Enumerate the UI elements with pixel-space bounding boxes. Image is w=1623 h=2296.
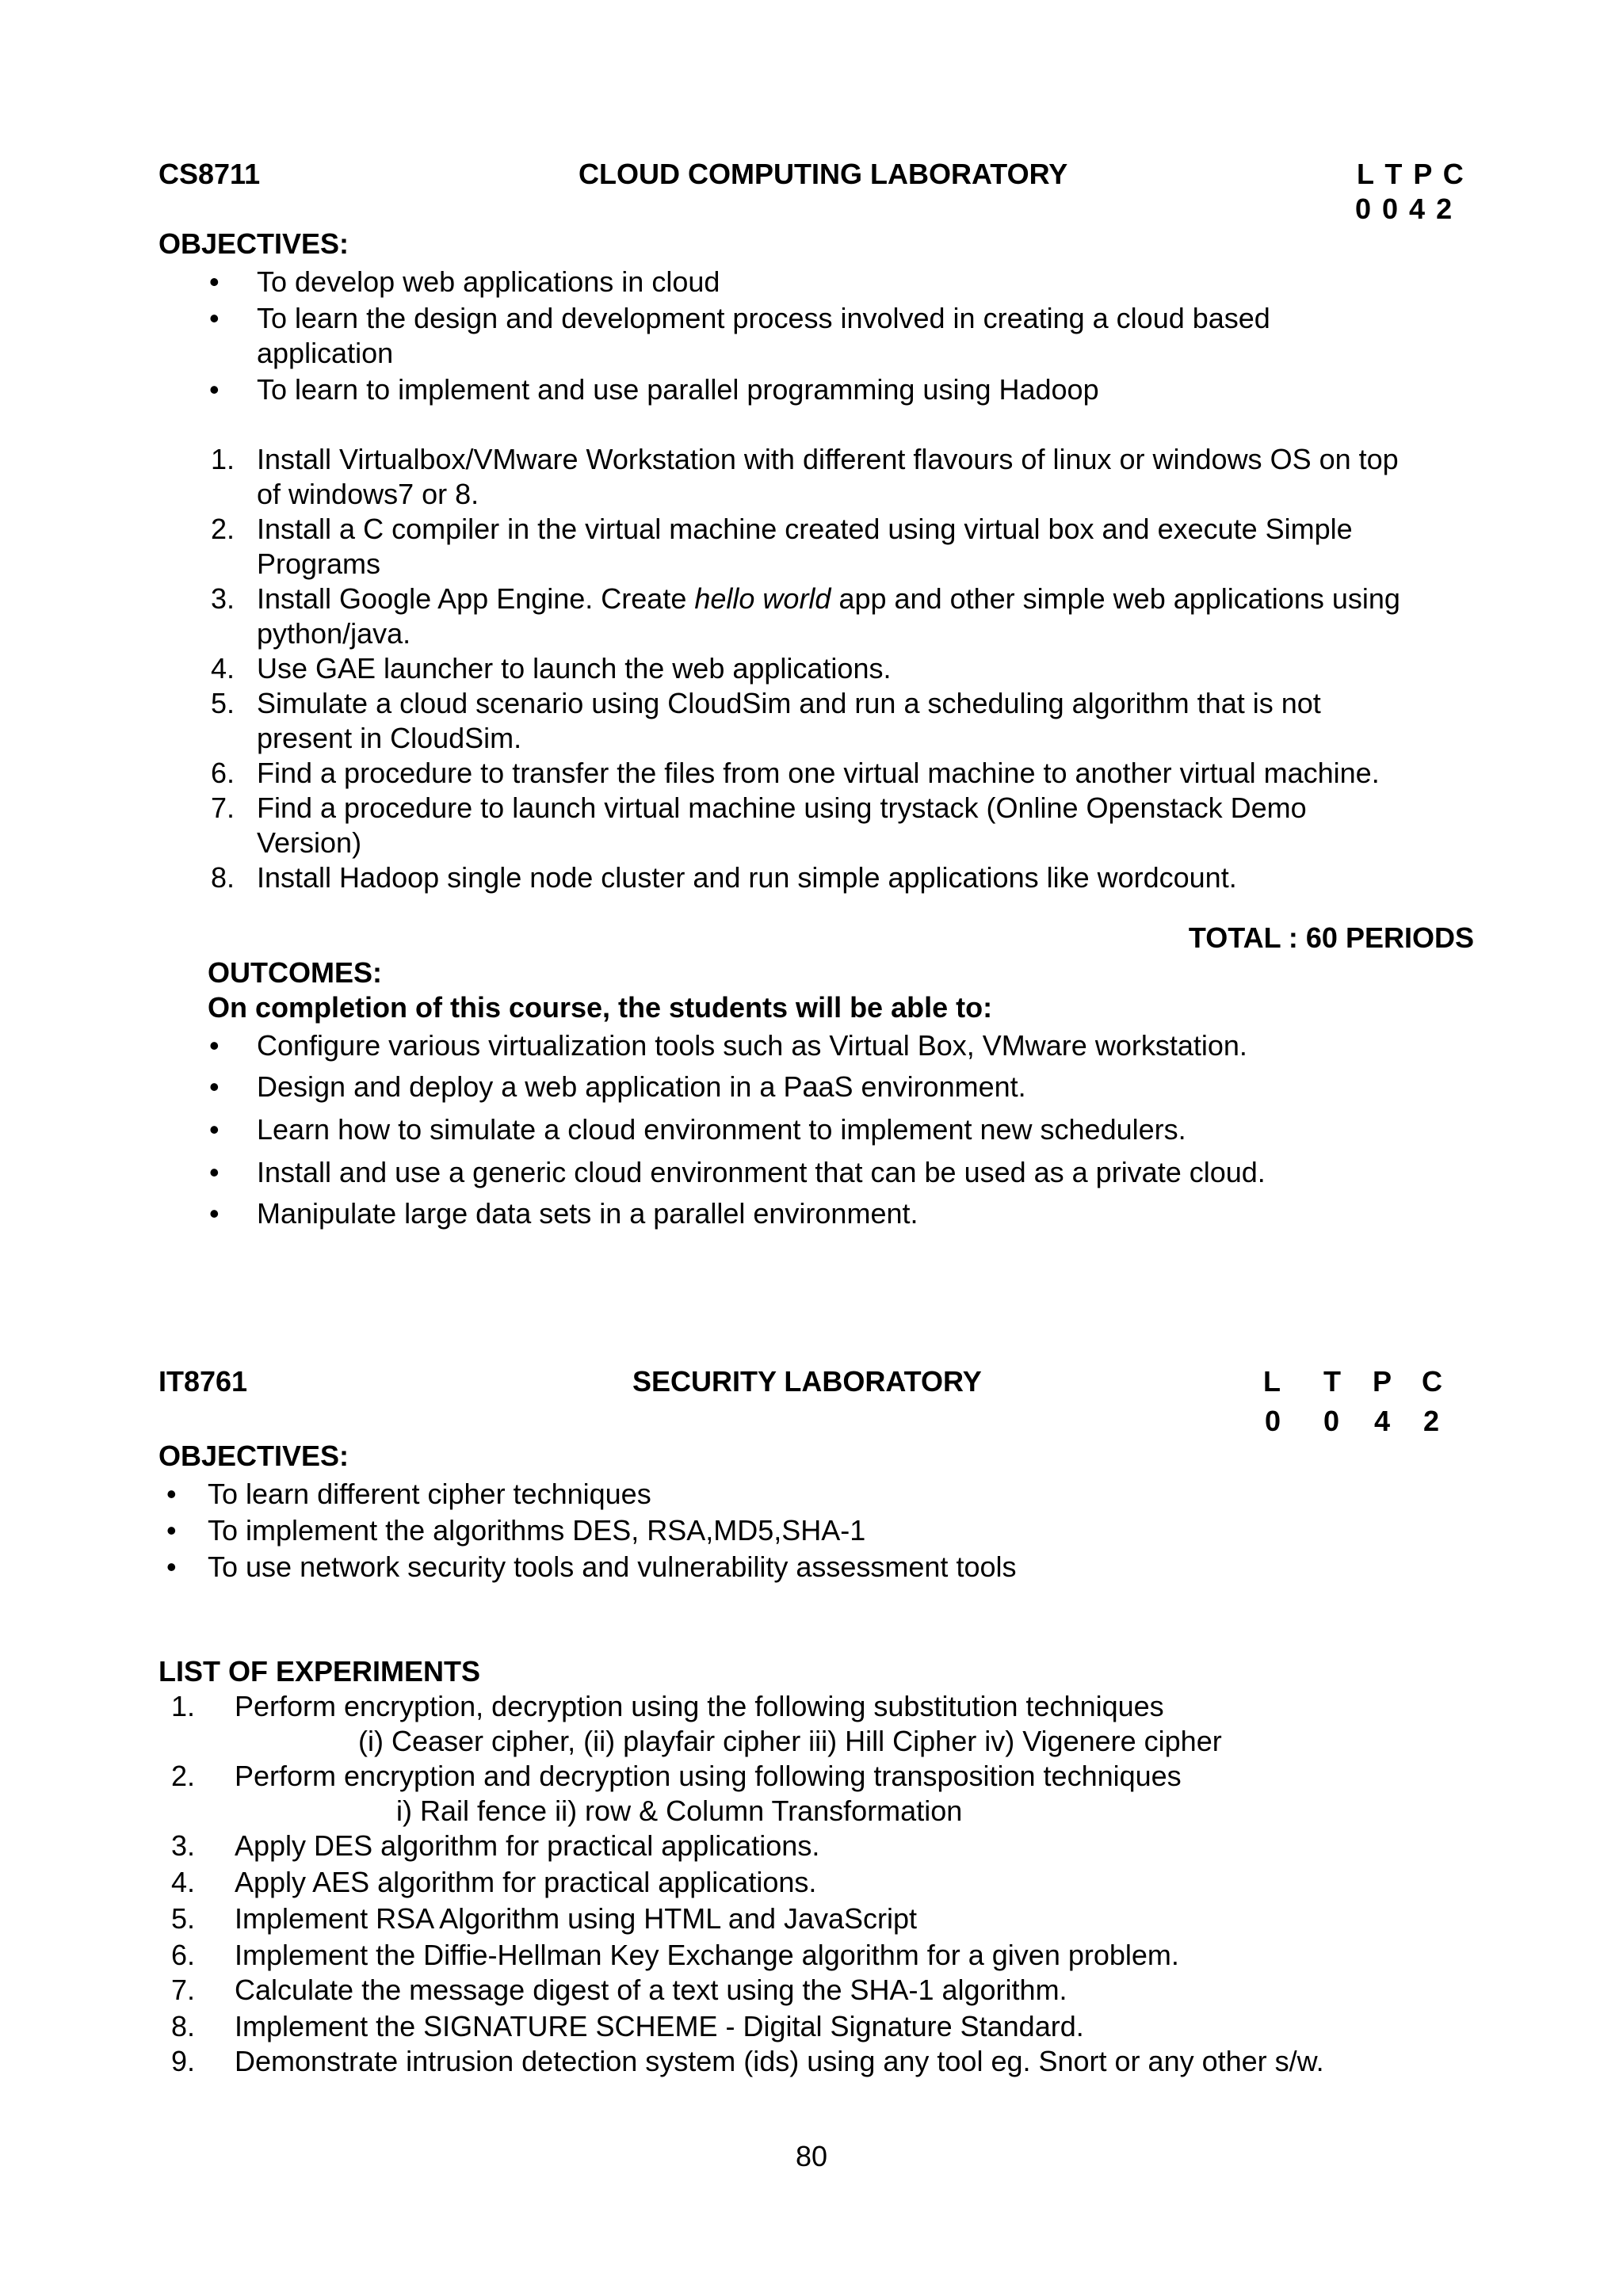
list-item: present in CloudSim. (257, 722, 522, 754)
item-number: 2. (170, 1760, 195, 1792)
list-item: Apply AES algorithm for practical applications. (235, 1866, 817, 1898)
ltpc-value-cell: 0 (1323, 1405, 1340, 1437)
ltpc-header-cell: C (1422, 1365, 1442, 1398)
list-item: (i) Ceaser cipher, (ii) playfair cipher iii) Hill Cipher iv) Vigenere cipher (358, 1725, 1222, 1757)
list-item: Install and use a generic cloud environment that can be used as a private cloud. (257, 1156, 1266, 1188)
list-item: Configure various virtualization tools such as Virtual Box, VMware workstation. (257, 1029, 1247, 1062)
item-number: 1. (170, 1690, 195, 1722)
list-item: To develop web applications in cloud (257, 265, 720, 298)
list-item: Perform encryption and decryption using following transposition techniques (235, 1760, 1182, 1792)
list-item: Find a procedure to launch virtual machine using trystack (Online Openstack Demo (257, 791, 1307, 824)
list-item: Use GAE launcher to launch the web applications. (257, 652, 892, 685)
list-item: Install Virtualbox/VMware Workstation with different flavours of linux or windows OS on top (257, 443, 1399, 475)
bullet-icon: • (209, 1029, 220, 1062)
list-item: To implement the algorithms DES, RSA,MD5,SHA-1 (208, 1514, 866, 1547)
list-item: Learn how to simulate a cloud environment to implement new schedulers. (257, 1113, 1186, 1146)
item-number: 5. (210, 687, 235, 719)
item-number: 7. (210, 791, 235, 824)
course-code: IT8761 (158, 1365, 248, 1398)
item-number: 8. (210, 861, 235, 894)
ltpc-value-cell: 2 (1423, 1405, 1440, 1437)
list-item (257, 582, 1400, 616)
bullet-icon: • (209, 373, 220, 406)
bullet-icon: • (166, 1478, 177, 1510)
item-number: 8. (170, 2010, 195, 2042)
bullet-icon: • (166, 1550, 177, 1583)
list-item: Install Hadoop single node cluster and run simple applications like wordcount. (257, 861, 1237, 894)
list-item: i) Rail fence ii) row & Column Transformation (396, 1794, 963, 1827)
outcomes-heading: OUTCOMES: (208, 956, 382, 989)
course-title: SECURITY LABORATORY (632, 1365, 982, 1398)
item-number: 1. (210, 443, 235, 475)
item-number: 5. (170, 1902, 195, 1935)
list-item: Apply DES algorithm for practical applications. (235, 1829, 820, 1862)
bullet-icon: • (166, 1514, 177, 1547)
list-item: Design and deploy a web application in a PaaS environment. (257, 1070, 1026, 1103)
list-item: Implement the SIGNATURE SCHEME - Digital Signature Standard. (235, 2010, 1084, 2042)
item-number: 3. (210, 582, 235, 615)
experiments-heading: LIST OF EXPERIMENTS (158, 1655, 481, 1688)
list-item: of windows7 or 8. (257, 478, 479, 510)
bullet-icon: • (209, 1113, 220, 1146)
text-segment: app and other simple web applications using (831, 582, 1400, 615)
course-code: CS8711 (158, 158, 261, 190)
ltpc-header-cell: T (1323, 1365, 1341, 1398)
list-item: Version) (257, 826, 362, 859)
list-item: To use network security tools and vulnerability assessment tools (208, 1550, 1017, 1583)
list-item: To learn different cipher techniques (208, 1478, 651, 1510)
bullet-icon: • (209, 1156, 220, 1188)
bullet-icon: • (209, 1197, 220, 1230)
list-item: Programs (257, 547, 381, 580)
course-title: CLOUD COMPUTING LABORATORY (579, 158, 1068, 190)
ltpc-header: L T P C (1357, 158, 1464, 190)
bullet-icon: • (209, 265, 220, 298)
bullet-icon: • (209, 1070, 220, 1103)
item-number: 4. (170, 1866, 195, 1898)
item-number: 4. (210, 652, 235, 685)
item-number: 7. (170, 1974, 195, 2006)
list-item: Manipulate large data sets in a parallel environment. (257, 1197, 918, 1230)
list-item: Simulate a cloud scenario using CloudSim and run a scheduling algorithm that is not (257, 687, 1321, 719)
list-item: Calculate the message digest of a text using the SHA-1 algorithm. (235, 1974, 1067, 2006)
item-number: 9. (170, 2045, 195, 2077)
objectives-heading: OBJECTIVES: (158, 1440, 349, 1472)
list-item: Demonstrate intrusion detection system (ids) using any tool eg. Snort or any other s/w. (235, 2045, 1324, 2077)
bullet-icon: • (209, 302, 220, 334)
list-item: Find a procedure to transfer the files from one virtual machine to another virtual machine. (257, 757, 1380, 789)
item-number: 2. (210, 513, 235, 545)
list-item: Install a C compiler in the virtual machine created using virtual box and execute Simple (257, 513, 1353, 545)
text-segment: Install Google App Engine. Create (257, 582, 695, 615)
item-number: 3. (170, 1829, 195, 1862)
page-number: 80 (795, 2140, 828, 2172)
list-item: To learn the design and development process involved in creating a cloud based (257, 302, 1270, 334)
ltpc-value-cell: 4 (1374, 1405, 1391, 1437)
ltpc-values: 0 0 4 2 (1355, 193, 1453, 225)
list-item: To learn to implement and use parallel programming using Hadoop (257, 373, 1099, 406)
outcomes-intro: On completion of this course, the students will be able to: (208, 991, 993, 1024)
ltpc-value-cell: 0 (1265, 1405, 1281, 1437)
list-item: Implement the Diffie-Hellman Key Exchange algorithm for a given problem. (235, 1939, 1179, 1971)
item-number: 6. (210, 757, 235, 789)
list-item: Implement RSA Algorithm using HTML and JavaScript (235, 1902, 918, 1935)
italic-text: hello world (694, 582, 831, 615)
ltpc-header-cell: P (1373, 1365, 1392, 1398)
item-number: 6. (170, 1939, 195, 1971)
list-item: application (257, 337, 394, 369)
list-item: python/java. (257, 617, 411, 650)
ltpc-header-cell: L (1263, 1365, 1281, 1398)
list-item: Perform encryption, decryption using the following substitution techniques (235, 1690, 1164, 1722)
total-periods: TOTAL : 60 PERIODS (1188, 921, 1474, 954)
objectives-heading: OBJECTIVES: (158, 227, 349, 260)
